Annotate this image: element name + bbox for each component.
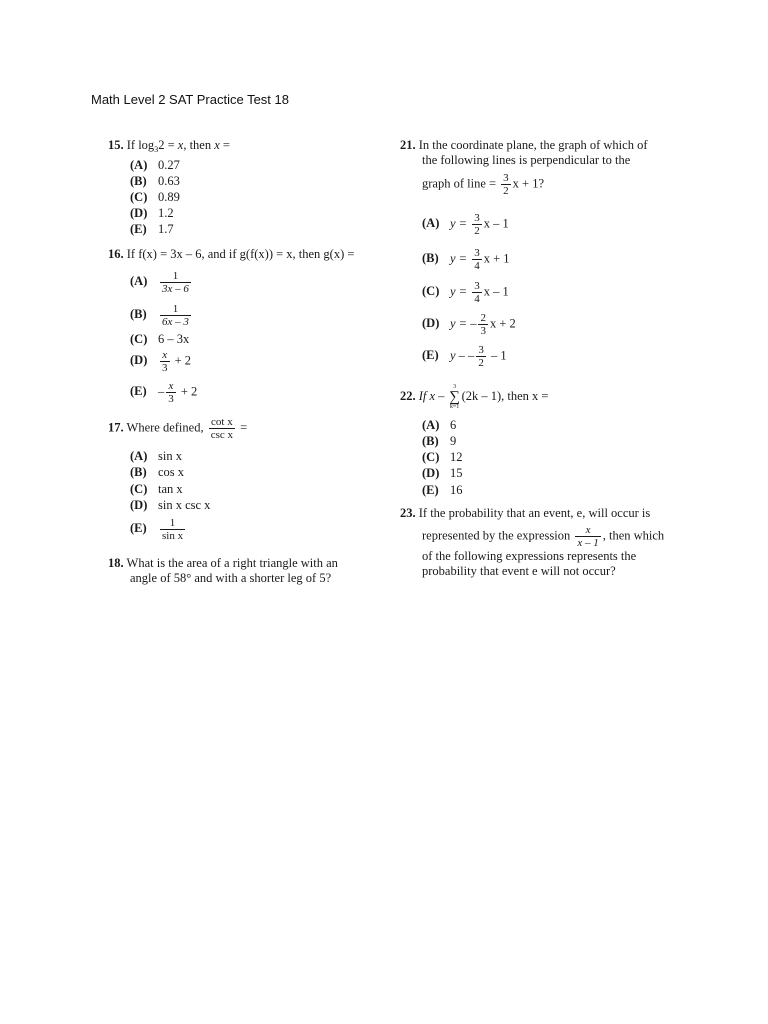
option-letter: (A) xyxy=(130,158,148,172)
option-pre: y = – xyxy=(450,316,477,331)
option-letter: (B) xyxy=(422,434,439,448)
option-letter: (B) xyxy=(130,465,147,479)
option-text: sin x xyxy=(158,449,182,463)
denominator: 3x – 6 xyxy=(162,283,189,295)
option-letter: (E) xyxy=(422,483,439,497)
option-letter: (C) xyxy=(422,284,440,299)
q17-option-e[interactable] xyxy=(130,517,187,542)
option-post: x – 1 xyxy=(483,216,509,231)
q15-option-c[interactable] xyxy=(130,190,180,205)
q22-option-a[interactable] xyxy=(422,418,456,433)
question-line-2: represented by the expression xyxy=(422,528,574,543)
option-text: 0.89 xyxy=(158,190,180,204)
fraction xyxy=(478,312,488,337)
denominator: sin x xyxy=(162,530,184,542)
q16-option-b[interactable] xyxy=(130,303,193,328)
option-letter: (B) xyxy=(422,251,439,266)
option-text: 6 – 3x xyxy=(158,332,190,346)
numerator: 3 xyxy=(474,247,480,259)
question-line-3-tail: x + 1? xyxy=(512,176,545,191)
question-number: 18. xyxy=(108,556,124,570)
question-22 xyxy=(400,384,548,410)
q15-var2: x xyxy=(214,138,220,152)
option-text: 1.2 xyxy=(158,206,174,220)
denominator: 3 xyxy=(162,362,168,374)
denominator: 2 xyxy=(503,185,509,197)
question-15 xyxy=(108,138,230,157)
question-line-1: In the coordinate plane, the graph of which of xyxy=(418,138,648,152)
option-tail: + 2 xyxy=(171,353,192,368)
denominator: 3 xyxy=(168,393,174,405)
option-letter: (C) xyxy=(422,450,440,464)
question-line-2: angle of 58° and with a shorter leg of 5? xyxy=(130,571,332,585)
sum-symbol: ∑ xyxy=(449,389,460,405)
option-text: 6 xyxy=(450,418,457,432)
question-number: 23. xyxy=(400,506,416,520)
numerator: x xyxy=(160,349,170,362)
option-text: cos x xyxy=(158,465,185,479)
denominator: 2 xyxy=(478,357,484,369)
option-letter: (D) xyxy=(422,316,440,331)
denominator: 3 xyxy=(480,325,486,337)
option-pre: y = xyxy=(450,251,471,266)
fraction xyxy=(501,172,511,197)
numerator: x xyxy=(575,524,600,537)
option-sign: – xyxy=(158,384,165,399)
option-letter: (B) xyxy=(130,307,147,322)
option-letter: (C) xyxy=(130,332,148,346)
question-16 xyxy=(108,247,354,262)
denominator: csc x xyxy=(210,429,233,441)
fraction xyxy=(575,524,600,549)
q15-pre: If log xyxy=(126,138,155,152)
question-number: 16. xyxy=(108,247,124,261)
q15-option-b[interactable] xyxy=(130,174,180,189)
q22-post: (2k – 1), then x = xyxy=(461,388,549,403)
numerator: 1 xyxy=(160,517,185,530)
option-letter: (A) xyxy=(422,418,440,432)
option-text: 12 xyxy=(450,450,463,464)
q15-option-d[interactable] xyxy=(130,206,174,221)
option-letter: (D) xyxy=(130,498,148,512)
q16-option-e[interactable] xyxy=(130,380,197,405)
fraction xyxy=(166,380,176,405)
sum-lower: k=1 xyxy=(449,404,460,410)
q15-option-a[interactable] xyxy=(130,158,180,173)
question-eq: = xyxy=(237,420,248,435)
option-letter: (D) xyxy=(130,353,148,368)
option-text: 0.27 xyxy=(158,158,180,172)
q17-option-d[interactable] xyxy=(130,498,210,513)
page-header: Math Level 2 SAT Practice Test 18 xyxy=(91,92,289,107)
option-letter: (E) xyxy=(130,222,147,236)
fraction xyxy=(472,280,482,305)
question-line-1: If the probability that an event, e, will occur is xyxy=(418,506,651,520)
fraction xyxy=(160,270,191,295)
question-line-2: the following lines is perpendicular to the xyxy=(422,153,631,167)
question-number: 17. xyxy=(108,420,124,435)
fraction xyxy=(472,247,482,272)
summation-sign xyxy=(448,384,462,410)
option-letter: (D) xyxy=(422,466,440,480)
q21-option-a[interactable] xyxy=(422,212,509,237)
option-letter: (A) xyxy=(130,274,148,289)
q22-option-c[interactable] xyxy=(422,450,463,465)
option-letter: (D) xyxy=(130,206,148,220)
question-line-3: of the following expressions represents the xyxy=(422,549,637,563)
option-letter: (E) xyxy=(422,348,439,363)
option-text: 1.7 xyxy=(158,222,174,236)
q15-end: , then xyxy=(183,138,215,152)
question-23 xyxy=(400,506,664,579)
q22-option-b[interactable] xyxy=(422,434,456,449)
fraction xyxy=(472,212,482,237)
question-number: 21. xyxy=(400,138,416,152)
fraction xyxy=(160,349,170,374)
option-post: – 1 xyxy=(487,348,507,363)
option-pre: y = xyxy=(450,284,471,299)
q17-option-a[interactable] xyxy=(130,449,182,464)
option-text: 15 xyxy=(450,466,463,480)
question-number: 15. xyxy=(108,138,124,152)
denominator: 4 xyxy=(474,260,480,272)
option-pre: y – – xyxy=(450,348,475,363)
question-line-1: What is the area of a right triangle with an xyxy=(126,556,338,570)
q21-option-e[interactable] xyxy=(422,344,507,369)
q15-option-e[interactable] xyxy=(130,222,174,237)
option-post: x + 1 xyxy=(483,251,510,266)
q15-post: 2 = xyxy=(158,138,178,152)
question-number: 22. xyxy=(400,388,416,403)
numerator: 1 xyxy=(160,270,191,283)
q21-option-d[interactable] xyxy=(422,312,516,337)
q16-option-c[interactable] xyxy=(130,332,189,347)
q21-option-b[interactable] xyxy=(422,247,510,272)
q17-option-b[interactable] xyxy=(130,465,184,480)
question-21 xyxy=(400,138,648,197)
option-letter: (E) xyxy=(130,521,147,536)
fraction xyxy=(209,416,235,441)
question-line-2-tail: , then which xyxy=(602,528,665,543)
option-text: 0.63 xyxy=(158,174,180,188)
q16-option-d[interactable] xyxy=(130,349,191,374)
option-letter: (C) xyxy=(130,482,148,496)
q15-sub: 3 xyxy=(154,145,159,154)
option-text: 9 xyxy=(450,434,457,448)
option-tail: + 2 xyxy=(177,384,198,399)
option-text: 16 xyxy=(450,483,463,497)
option-letter: (B) xyxy=(130,174,147,188)
q15-var: x xyxy=(177,138,184,152)
q16-option-a[interactable] xyxy=(130,270,193,295)
option-post: x – 1 xyxy=(483,284,509,299)
option-text: sin x csc x xyxy=(158,498,211,512)
denominator: 2 xyxy=(474,225,480,237)
option-letter: (E) xyxy=(130,384,147,399)
numerator: cot x xyxy=(209,416,235,429)
option-text: tan x xyxy=(158,482,183,496)
numerator: 2 xyxy=(480,312,486,324)
fraction xyxy=(476,344,486,369)
question-line-3: graph of line = xyxy=(422,176,500,191)
question-stem: If f(x) = 3x – 6, and if g(f(x)) = x, then g(x) = xyxy=(126,247,355,261)
question-line-4: probability that event e will not occur? xyxy=(422,564,616,578)
q15-eq: = xyxy=(219,138,230,152)
question-18 xyxy=(108,556,338,586)
question-17 xyxy=(108,416,247,441)
numerator: x xyxy=(166,380,176,393)
option-post: x + 2 xyxy=(489,316,516,331)
numerator: 3 xyxy=(474,280,480,292)
option-letter: (A) xyxy=(130,449,148,463)
sum-upper: 3 xyxy=(453,384,457,390)
numerator: 3 xyxy=(503,172,509,184)
fraction xyxy=(160,517,185,542)
question-stem: Where defined, xyxy=(126,420,207,435)
denominator: 4 xyxy=(474,293,480,305)
q17-option-c[interactable] xyxy=(130,482,183,497)
denominator: 6x – 3 xyxy=(162,316,189,328)
option-letter: (A) xyxy=(422,216,440,231)
option-letter: (C) xyxy=(130,190,148,204)
option-pre: y = xyxy=(450,216,471,231)
fraction xyxy=(160,303,191,328)
numerator: 3 xyxy=(474,212,480,224)
numerator: 3 xyxy=(478,344,484,356)
denominator: x – 1 xyxy=(577,537,599,549)
q21-option-c[interactable] xyxy=(422,280,509,305)
q22-option-d[interactable] xyxy=(422,466,463,481)
q22-option-e[interactable] xyxy=(422,483,463,498)
numerator: 1 xyxy=(160,303,191,316)
q22-pre: If x – xyxy=(418,388,448,403)
